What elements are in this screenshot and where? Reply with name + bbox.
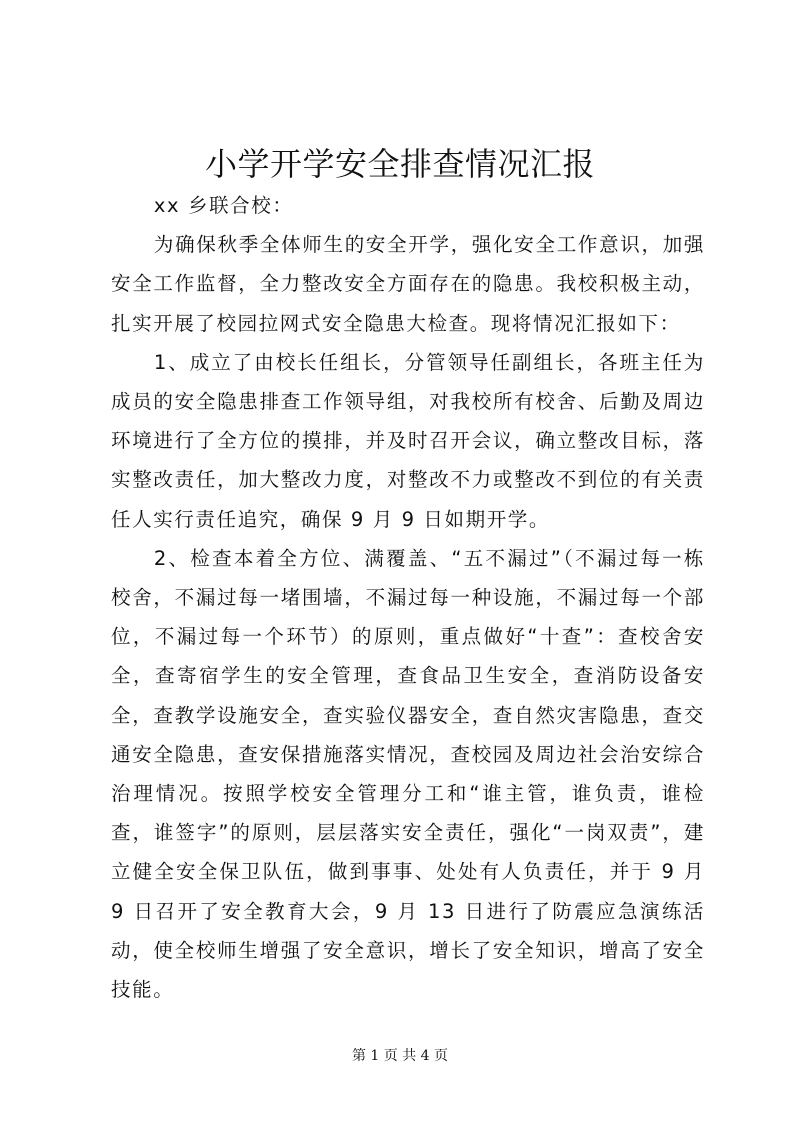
paragraph-item-1: 1、成立了由校长任组长，分管领导任副组长，各班主任为成员的安全隐患排查工作领导组，对我校所有校舍、后勤及周边环境进行了全方位的摸排，并及时召开会议，确立整改目标，落实整改责任，加大整改力度，对整改不力或整改不到位的有关责任人实行责任追究，确保 9 月 9 日如期开学。 [111, 350, 705, 531]
paragraph-item-2: 2、检查本着全方位、满覆盖、“五不漏过”（不漏过每一栋校舍，不漏过每一堵围墙，不漏过每一种设施，不漏过每一个部位，不漏过每一个环节）的原则，重点做好“十查”：查校舍安全，查寄宿学生的安全管理，查食品卫生安全，查消防设备安全，查教学设施安全，查实验仪器安全，查自然灾害隐患，查交通安全隐患，查安保措施落实情况，查校园及周边社会治安综合治理情况。按照学校安全管理分工和“谁主管，谁负责，谁检查，谁签字”的原则，层层落实安全责任，强化“一岗双责”，建立健全安全保卫队伍，做到事事、处处有人负责任，并于 9 月 9 日召开了安全教育大会，9 月 13 日进行了防震应急演练活动，使全校师生增强了安全意识，增长了安全知识，增高了安全技能。 [111, 546, 705, 1002]
page-footer: 第 1 页 共 4 页 [351, 1048, 449, 1064]
salutation: xx 乡联合校： [153, 194, 294, 217]
document-body [111, 186, 705, 1009]
paragraph-intro: 为确保秋季全体师生的安全开学，强化安全工作意识，加强安全工作监督，全力整改安全方面存在的隐患。我校积极主动，扎实开展了校园拉网式安全隐患大检查。现将情况汇报如下： [111, 233, 705, 335]
document-title: 小学开学安全排查情况汇报 [204, 145, 595, 183]
